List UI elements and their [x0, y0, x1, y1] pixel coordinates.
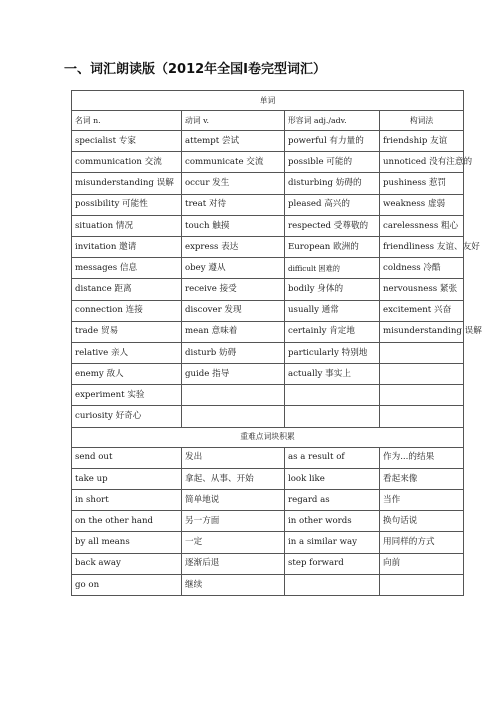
adjective-cell: respected 受尊敬的	[285, 215, 380, 236]
word-formation-cell	[380, 342, 464, 363]
word-row	[72, 194, 464, 215]
adjective-cell: possible 可能的	[285, 152, 380, 173]
word-row	[72, 385, 464, 406]
phrase-meaning-cell: 向前	[380, 553, 464, 574]
phrase-meaning-cell: 逐渐后退	[182, 553, 285, 574]
word-row	[72, 131, 464, 152]
word-row	[72, 342, 464, 363]
verb-cell: disturb 妨碍	[182, 342, 285, 363]
phrase-cell: step forward	[285, 553, 380, 574]
phrase-meaning-cell	[380, 574, 464, 595]
noun-cell: specialist 专家	[72, 131, 182, 152]
word-row	[72, 215, 464, 236]
phrase-meaning-cell: 另一方面	[182, 511, 285, 532]
noun-cell: enemy 敌人	[72, 364, 182, 385]
word-row	[72, 173, 464, 194]
verb-cell: discover 发现	[182, 300, 285, 321]
phrase-cell: in short	[72, 490, 182, 511]
word-formation-cell: nervousness 紧张	[380, 279, 464, 300]
phrases-section-header-row	[72, 427, 464, 447]
word-row	[72, 152, 464, 173]
word-row	[72, 258, 464, 279]
verb-cell: mean 意味着	[182, 321, 285, 342]
word-row	[72, 406, 464, 427]
phrase-meaning-cell: 简单地说	[182, 490, 285, 511]
verb-cell: guide 指导	[182, 364, 285, 385]
phrase-row	[72, 532, 464, 553]
phrase-row	[72, 511, 464, 532]
noun-cell: curiosity 好奇心	[72, 406, 182, 427]
noun-cell: communication 交流	[72, 152, 182, 173]
adjective-cell	[285, 385, 380, 406]
verb-cell: attempt 尝试	[182, 131, 285, 152]
adjective-cell: disturbing 妨碍的	[285, 173, 380, 194]
noun-cell: misunderstanding 误解	[72, 173, 182, 194]
words-section-header: 单词	[72, 91, 464, 111]
noun-cell: experiment 实验	[72, 385, 182, 406]
verb-cell	[182, 385, 285, 406]
column-header-word-formation: 构词法	[380, 111, 464, 131]
adjective-cell: bodily 身体的	[285, 279, 380, 300]
verb-cell: treat 对待	[182, 194, 285, 215]
phrase-cell: regard as	[285, 490, 380, 511]
noun-cell: possibility 可能性	[72, 194, 182, 215]
noun-cell: situation 情况	[72, 215, 182, 236]
noun-cell: trade 贸易	[72, 321, 182, 342]
word-formation-cell: misunderstanding 误解	[380, 321, 464, 342]
noun-cell: relative 亲人	[72, 342, 182, 363]
phrase-cell: send out	[72, 447, 182, 468]
phrase-cell: look like	[285, 468, 380, 489]
phrase-cell: on the other hand	[72, 511, 182, 532]
noun-cell: distance 距离	[72, 279, 182, 300]
phrase-meaning-cell: 用同样的方式	[380, 532, 464, 553]
adjective-cell: powerful 有力量的	[285, 131, 380, 152]
column-header-row	[72, 111, 464, 131]
column-header-adjective: 形容词 adj./adv.	[285, 111, 380, 131]
phrase-row	[72, 574, 464, 595]
noun-cell: messages 信息	[72, 258, 182, 279]
word-formation-cell: carelessness 粗心	[380, 215, 464, 236]
adjective-cell	[285, 406, 380, 427]
verb-cell: obey 遵从	[182, 258, 285, 279]
verb-cell: express 表达	[182, 236, 285, 257]
word-row	[72, 321, 464, 342]
phrase-cell: back away	[72, 553, 182, 574]
adjective-cell: European 欧洲的	[285, 236, 380, 257]
words-section-header-row	[72, 91, 464, 111]
word-formation-cell: coldness 冷酷	[380, 258, 464, 279]
column-header-verb: 动词 v.	[182, 111, 285, 131]
adjective-cell: usually 通常	[285, 300, 380, 321]
phrase-cell: in other words	[285, 511, 380, 532]
adjective-cell: particularly 特别地	[285, 342, 380, 363]
phrase-meaning-cell: 换句话说	[380, 511, 464, 532]
word-formation-cell: friendship 友谊	[380, 131, 464, 152]
word-formation-cell	[380, 406, 464, 427]
phrases-section-header: 重难点词块积累	[72, 427, 464, 447]
phrase-cell: go on	[72, 574, 182, 595]
adjective-cell: pleased 高兴的	[285, 194, 380, 215]
word-formation-cell: weakness 虚弱	[380, 194, 464, 215]
page-title: 一、词汇朗读版（2012年全国Ⅰ卷完型词汇）	[64, 62, 327, 77]
verb-cell	[182, 406, 285, 427]
phrase-cell	[285, 574, 380, 595]
word-row	[72, 279, 464, 300]
adjective-cell: difficult 困难的	[285, 258, 380, 279]
verb-cell: occur 发生	[182, 173, 285, 194]
phrase-row	[72, 490, 464, 511]
phrase-cell: in a similar way	[285, 532, 380, 553]
word-row	[72, 300, 464, 321]
phrase-meaning-cell: 看起来像	[380, 468, 464, 489]
phrase-cell: take up	[72, 468, 182, 489]
phrase-meaning-cell: 拿起、从事、开始	[182, 468, 285, 489]
verb-cell: touch 触摸	[182, 215, 285, 236]
phrase-meaning-cell: 发出	[182, 447, 285, 468]
verb-cell: communicate 交流	[182, 152, 285, 173]
word-formation-cell: unnoticed 没有注意的	[380, 152, 464, 173]
adjective-cell: actually 事实上	[285, 364, 380, 385]
noun-cell: invitation 邀请	[72, 236, 182, 257]
vocabulary-table	[71, 90, 482, 596]
phrase-cell: by all means	[72, 532, 182, 553]
word-formation-cell: pushiness 惹罚	[380, 173, 464, 194]
word-row	[72, 236, 464, 257]
phrase-meaning-cell: 继续	[182, 574, 285, 595]
phrase-row	[72, 447, 464, 468]
word-formation-cell	[380, 364, 464, 385]
phrase-meaning-cell: 一定	[182, 532, 285, 553]
verb-cell: receive 接受	[182, 279, 285, 300]
phrase-row	[72, 553, 464, 574]
adjective-cell: certainly 肯定地	[285, 321, 380, 342]
phrase-meaning-cell: 作为...的结果	[380, 447, 464, 468]
phrase-row	[72, 468, 464, 489]
word-formation-cell	[380, 385, 464, 406]
phrase-meaning-cell: 当作	[380, 490, 464, 511]
word-formation-cell: friendliness 友谊、友好	[380, 236, 464, 257]
noun-cell: connection 连接	[72, 300, 182, 321]
word-row	[72, 364, 464, 385]
phrase-cell: as a result of	[285, 447, 380, 468]
column-header-noun: 名词 n.	[72, 111, 182, 131]
word-formation-cell: excitement 兴奋	[380, 300, 464, 321]
